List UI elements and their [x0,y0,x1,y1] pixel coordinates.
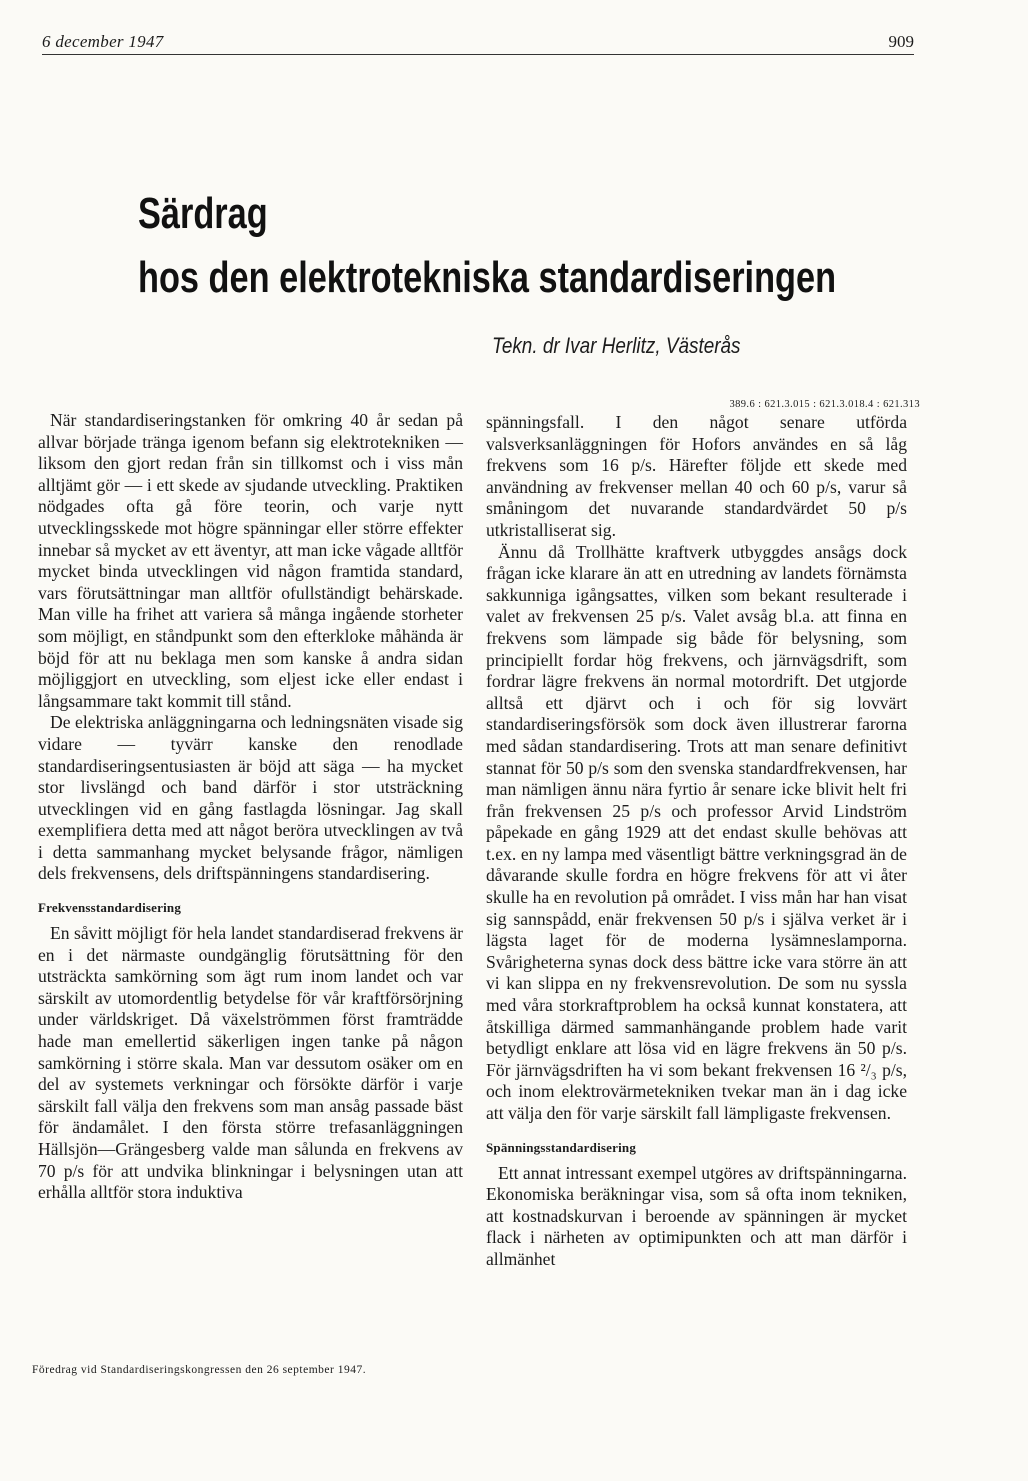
paragraph: Ännu då Trollhätte kraftverk utbyggdes ansågs dock frågan icke klarare än att en utredning av landets förnämsta sakkunniga igångsattes, vilken som bekant resulterade i valet av frekvensen 25 p/s. Valet avsåg bl.a. att finna en frekvens som lämpade sig både för belysning, som principiellt fordar hög frekvens, och järnvägsdrift, som fordrar lägre frekvens än normal motordrift. Det utgjorde alltså ett djärvt och i och för sig lovvärt standardiseringsförsök som dock även illustrerar farorna med sådan standardisering. Trots att man senare definitivt stannat för 50 p/s som den svenska standardfrekvensen, har man nämligen ännu nära fyrtio år senare icke blivit helt fri från frekvensen 25 p/s och professor Arvid Lindström påpekade en gång 1929 att det endast skulle behövas att t.ex. en ny lampa med väsentligt bättre verkningsgrad än de dåvarande skulle fordra en högre frekvens för att vi åter skulle ha en revolution på området. I viss mån har han visat sig sannspådd, enär frekvensen 50 p/s i själva verket är i lägsta laget för de moderna lysämneslamporna. Svårigheterna synas dock dess bättre icke vara större än att vi kan slippa en ny frekvensrevolution. De som nu syssla med våra storkraftproblem ha också kunnat konstatera, att åtskilliga därmed sammanhängande problem hade varit betydligt enklare att lösa vid en lägre frekvens än 50 p/s. För järnvägsdriften ha vi som bekant frekvensen 16 ²/₃ p/s, och inom elektrovärmetekniken tvekar man än i dag icke att välja den för varje särskilt fall lämpligaste frekvensen. [486,541,907,1123]
section-heading-voltage: Spänningsstandardisering [486,1139,637,1155]
running-header [42,32,914,55]
issue-date: 6 december 1947 [42,32,164,51]
page-number: 909 [888,32,914,51]
paragraph: En såvitt möjligt för hela landet standardiserad frekvens är en i det närmaste oundgänglig förutsättning för den utsträckta samkörning som ägt rum inom landet och var särskilt av utomordentlig betydelse för vår kraftförsörjning under världskriget. Då växelströmmen först framträdde hade man emellertid säkerligen ingen tanke på någon samkörning i större skala. Man var dessutom osäker om en del av systemets verkningar och försökte därför i varje särskilt fall välja den frekvens som man ansåg passade bäst för ändamålet. I den första större trefasanläggningen Hällsjön—Grängesberg valde man sålunda en frekvens av 70 p/s för att undvika blinkningar i belysningen utan att erhålla alltför stora induktiva [38,923,463,1203]
author-byline: Tekn. dr Ivar Herlitz, Västerås [492,333,741,358]
footnote: Föredrag vid Standardiseringskongressen den 26 september 1947. [32,1364,367,1376]
article-title [138,182,837,310]
paragraph: spänningsfall. I den något senare utförda valsverksanläggningen för Hofors användes en så låg frekvens som 16 p/s. Härefter följde ett skede med användning av frekvenser mellan 40 och 60 p/s, varur så småningom det nuvarande standardvärdet 50 p/s utkristalliserat sig. [486,412,907,540]
title-line-2: hos den elektrotekniska standardiseringen [138,253,837,302]
paragraph: När standardiseringstanken för omkring 40 år sedan på allvar började tränga igenom befann sig elektrotekniken — liksom den gjort redan från sin tillkomst och i viss mån alltjämt gör — i ett skede av sjudande utveckling. Praktiken nödgades ofta gå före teorin, och varje nytt utvecklingsskede mot högre spänningar eller större effekter innebar så mycket av ett äventyr, att man icke vågade alltför mycket binda utvecklingen vid någon framtida standard, vars förutsättningar man alltför ofullständigt behärskade. Man ville ha frihet att variera så många ingående storheter som möjligt, en ståndpunkt som den efterkloke måhända är böjd för att nu beklaga men som kanske å andra sidan möjliggjort en utveckling, som eljest icke eller endast i långsammare takt kommit till stånd. [38,410,463,711]
left-column [38,410,463,1204]
title-line-1: Särdrag [138,189,268,238]
right-column [486,412,907,1271]
paragraph: De elektriska anläggningarna och ledningsnäten visade sig vidare — tyvärr kanske den renodlade standardiseringsentusiasten är böjd att säga — ha mycket stor livslängd och band därför i stor utsträckning utvecklingen vid en gång fastlagda lösningar. Jag skall exemplifiera detta med att något beröra utvecklingen av två i detta sammanhang mycket belysande frågor, nämligen dels frekvensens, dels driftspänningens standardisering. [38,712,463,884]
section-heading-frequency: Frekvensstandardisering [38,900,182,916]
udc-classification: 389.6 : 621.3.015 : 621.3.018.4 : 621.313 [729,399,920,410]
paragraph: Ett annat intressant exempel utgöres av driftspänningarna. Ekonomiska beräkningar visa, som så ofta inom tekniken, att kostnadskurvan i beroende av spänningen är mycket flack i närheten av optimipunkten och att man därför i allmänhet [486,1162,907,1269]
